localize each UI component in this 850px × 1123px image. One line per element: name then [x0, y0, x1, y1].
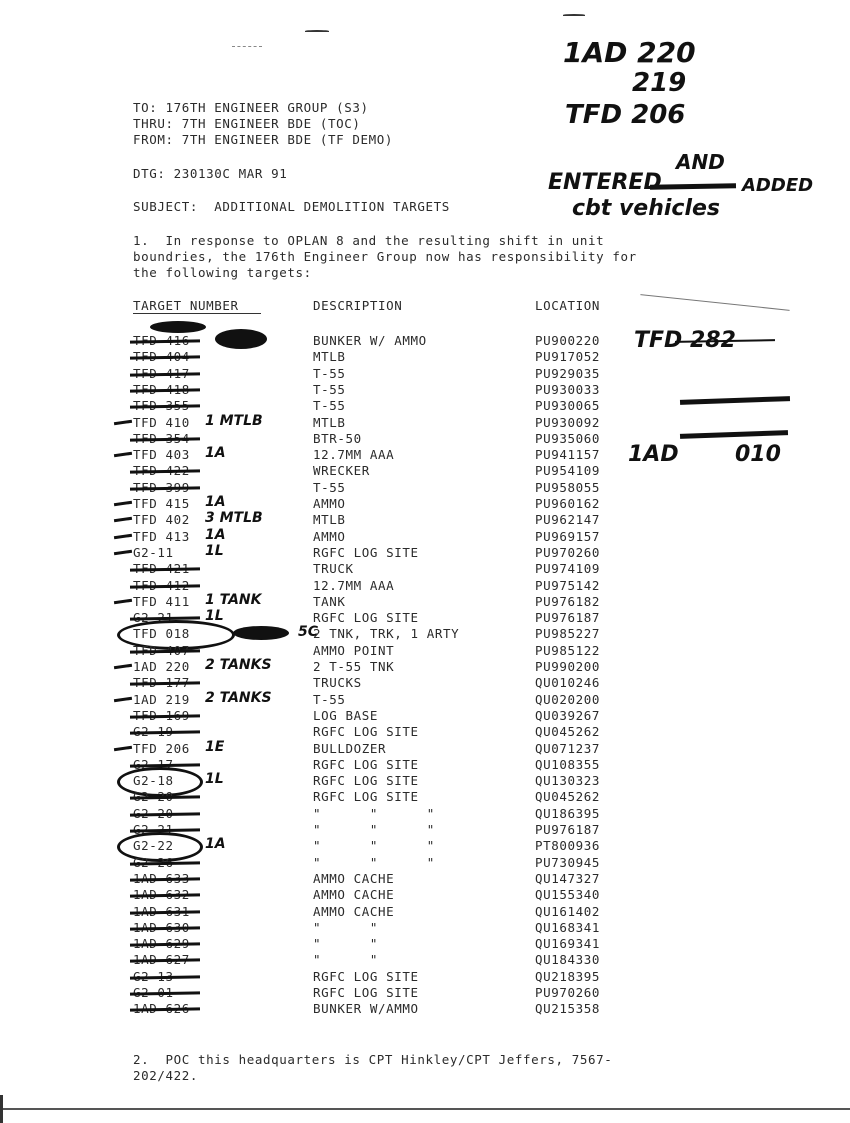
- target-location: PU970260: [535, 544, 601, 560]
- table-row: [0, 626, 850, 642]
- target-description: AMMO CACHE: [313, 903, 395, 919]
- target-number: G2-22: [133, 838, 174, 854]
- target-description: RGFC LOG SITE: [313, 985, 419, 1000]
- target-number: TFD 421: [133, 561, 190, 577]
- memo-dtg: DTG: 230130C MAR 91: [133, 166, 288, 181]
- target-description: LOG BASE: [313, 707, 379, 723]
- handwritten-right-tfd: TFD 282: [634, 328, 736, 353]
- target-description: " " ": [313, 838, 435, 854]
- target-location: PU930065: [535, 398, 601, 414]
- target-number: G2-26: [133, 854, 174, 870]
- handwritten-top-line2: 219: [632, 68, 687, 98]
- table-row: [0, 643, 850, 659]
- target-location: PU954109: [535, 463, 601, 479]
- handwritten-note: 3 MTLB: [205, 510, 263, 527]
- table-row: [0, 724, 850, 740]
- target-description: 12.7MM AAA: [313, 577, 395, 593]
- target-description: 2 TNK, TRK, 1 ARTY: [313, 626, 460, 642]
- target-description: " ": [313, 936, 379, 952]
- target-location: QU039267: [535, 707, 601, 723]
- target-description: MTLB: [313, 414, 346, 430]
- target-location: PU962147: [535, 512, 601, 528]
- target-location: QU168341: [535, 919, 601, 935]
- target-description: TRUCKS: [313, 675, 362, 691]
- page-bottom-rule: [0, 1108, 850, 1110]
- target-location: QU045262: [535, 724, 601, 740]
- target-description: MTLB: [313, 512, 346, 528]
- table-row: [0, 757, 850, 773]
- table-row: [0, 382, 850, 398]
- handwritten-note: 1E: [205, 738, 225, 755]
- target-number: TFD 418: [133, 381, 190, 397]
- target-number: G2-18: [133, 773, 174, 789]
- table-row: [0, 952, 850, 968]
- dash-mark: [114, 517, 132, 522]
- dash-mark: [114, 745, 132, 750]
- paragraph-1-line3: the following targets:: [133, 265, 312, 280]
- target-location: PU917052: [535, 349, 601, 365]
- table-header: [0, 298, 850, 314]
- table-row: [0, 610, 850, 626]
- target-number: 1AD 633: [133, 870, 190, 886]
- target-description: AMMO CACHE: [313, 870, 395, 886]
- target-description: TRUCK: [313, 561, 354, 577]
- target-description: " ": [313, 919, 379, 935]
- target-location: QU147327: [535, 870, 601, 886]
- target-location: QU218395: [535, 968, 601, 984]
- target-description: AMMO: [313, 528, 346, 544]
- target-description: RGFC LOG SITE: [313, 724, 419, 740]
- target-number: G2-11: [133, 544, 174, 560]
- target-location: QU045262: [535, 789, 601, 805]
- target-location: PU974109: [535, 561, 601, 577]
- table-row: [0, 773, 850, 789]
- table-row: [0, 806, 850, 822]
- table-row: [0, 871, 850, 887]
- handwritten-note: 1A: [205, 445, 226, 462]
- top-mark-dash: [232, 46, 262, 47]
- target-description: 2 T-55 TNK: [313, 659, 395, 674]
- handwritten-note: 1 MTLB: [205, 412, 263, 429]
- paragraph-2-line1: 2. POC this headquarters is CPT Hinkley/CPT Jeffers, 7567-: [133, 1052, 613, 1067]
- table-row: [0, 366, 850, 382]
- target-description: T-55: [313, 479, 346, 495]
- target-number: TFD 354: [133, 430, 190, 446]
- target-description: RGFC LOG SITE: [313, 968, 419, 984]
- target-number: TFD 415: [133, 496, 190, 511]
- target-location: PU976182: [535, 593, 601, 609]
- strikethrough-mark: [130, 991, 200, 995]
- table-row: [0, 969, 850, 985]
- target-location: PT800936: [535, 838, 601, 854]
- target-description: RGFC LOG SITE: [313, 756, 419, 772]
- strikethrough-mark: [130, 975, 200, 979]
- header-target-underline: [133, 313, 261, 314]
- table-row: [0, 480, 850, 496]
- top-mark-arc-2: [563, 14, 585, 16]
- target-location: QU108355: [535, 756, 601, 772]
- target-description: T-55: [313, 381, 346, 397]
- target-location: PU976187: [535, 822, 601, 837]
- table-row: [0, 447, 850, 463]
- table-row: [0, 708, 850, 724]
- target-location: PU730945: [535, 854, 601, 870]
- target-location: QU130323: [535, 773, 601, 789]
- paragraph-1-line2: boundries, the 176th Engineer Group now has responsibility for: [133, 249, 637, 264]
- handwritten-entered: ENTERED: [548, 170, 662, 195]
- target-number: 1AD 626: [133, 1001, 190, 1017]
- target-location: PU970260: [535, 985, 601, 1000]
- target-description: T-55: [313, 365, 346, 381]
- handwritten-note: 1A: [205, 494, 226, 510]
- target-number: TFD 412: [133, 577, 190, 593]
- table-row: [0, 822, 850, 838]
- dash-mark: [114, 419, 132, 424]
- handwritten-top-line3: TFD 206: [565, 100, 686, 130]
- target-number: G2-17: [133, 756, 174, 772]
- memo-subject: SUBJECT: ADDITIONAL DEMOLITION TARGETS: [133, 199, 450, 214]
- handwritten-top-line1: 1AD 220: [563, 36, 696, 69]
- header-target-number: TARGET NUMBER: [133, 298, 239, 313]
- target-location: QU020200: [535, 691, 601, 707]
- target-description: " " ": [313, 805, 435, 821]
- target-number: 1AD 632: [133, 887, 190, 903]
- ink-blot: [233, 626, 289, 640]
- strikethrough-mark: [130, 584, 200, 588]
- target-number: 1AD 627: [133, 952, 190, 968]
- paragraph-2-line2: 202/422.: [133, 1068, 199, 1083]
- target-description: T-55: [313, 691, 346, 707]
- target-number: TFD 411: [133, 593, 190, 609]
- target-location: QU186395: [535, 805, 601, 821]
- target-number: 1AD 631: [133, 903, 190, 919]
- target-number: TFD 422: [133, 463, 190, 479]
- handwritten-note: 2 TANKS: [205, 689, 272, 706]
- table-row: [0, 512, 850, 528]
- target-number: TFD 407: [133, 642, 190, 658]
- target-number: TFD 417: [133, 365, 190, 381]
- target-description: AMMO POINT: [313, 642, 395, 658]
- handwritten-note: 1L: [205, 771, 224, 788]
- target-number: TFD 169: [133, 707, 190, 723]
- target-number: 1AD 630: [133, 919, 190, 935]
- table-row: [0, 675, 850, 691]
- target-description: AMMO CACHE: [313, 887, 395, 903]
- target-number: TFD 177: [133, 675, 190, 691]
- table-row: [0, 904, 850, 920]
- dash-mark: [114, 664, 132, 669]
- handwritten-scratch: [650, 183, 736, 190]
- target-number: TFD 355: [133, 398, 190, 414]
- target-location: QU010246: [535, 675, 601, 691]
- target-description: " " ": [313, 854, 435, 870]
- target-location: QU184330: [535, 952, 601, 968]
- table-row: [0, 738, 850, 757]
- target-location: QU155340: [535, 887, 601, 903]
- target-number: TFD 404: [133, 349, 190, 365]
- target-location: PU975142: [535, 577, 601, 593]
- handwritten-added: ADDED: [742, 175, 814, 196]
- header-location: LOCATION: [535, 298, 601, 313]
- table-row: [0, 496, 850, 512]
- strikethrough-mark: [130, 372, 200, 376]
- target-location: PU900220: [535, 333, 601, 348]
- table-row: [0, 659, 850, 675]
- target-location: PU930092: [535, 414, 601, 430]
- target-location: PU929035: [535, 365, 601, 381]
- table-row: [0, 936, 850, 952]
- table-row: [0, 591, 850, 610]
- target-number: 1AD 629: [133, 936, 190, 952]
- target-description: BUNKER W/AMMO: [313, 1001, 419, 1017]
- target-number: G2-21: [133, 822, 174, 837]
- target-description: BUNKER W/ AMMO: [313, 333, 427, 348]
- target-location: QU215358: [535, 1001, 601, 1017]
- dash-mark: [114, 452, 132, 457]
- strikethrough-mark: [130, 910, 200, 914]
- target-number: TFD 403: [133, 447, 190, 463]
- table-row: [0, 689, 850, 708]
- ink-blot: [215, 329, 267, 349]
- target-description: " ": [313, 952, 379, 968]
- handwritten-note: 5C: [298, 624, 319, 641]
- target-description: AMMO: [313, 496, 346, 511]
- target-location: PU969157: [535, 528, 601, 544]
- target-description: RGFC LOG SITE: [313, 610, 419, 626]
- ink-blot: [150, 321, 206, 333]
- handwritten-note: 1A: [205, 526, 226, 543]
- dash-mark: [114, 501, 132, 506]
- table-row: [0, 526, 850, 545]
- target-location: PU976187: [535, 610, 601, 626]
- target-number: G2-01: [133, 985, 174, 1000]
- target-location: PU990200: [535, 659, 601, 674]
- table-row: [0, 838, 850, 854]
- strikethrough-mark: [130, 812, 200, 816]
- target-number: TFD 416: [133, 333, 190, 348]
- handwritten-note: 1L: [205, 608, 224, 625]
- header-description: DESCRIPTION: [313, 298, 403, 313]
- target-description: MTLB: [313, 349, 346, 365]
- target-number: TFD 410: [133, 414, 190, 430]
- table-row: [0, 561, 850, 577]
- handwritten-note: 1A: [205, 836, 226, 853]
- handwritten-note: 1L: [205, 542, 224, 559]
- target-location: PU935060: [535, 430, 601, 446]
- target-description: TANK: [313, 593, 346, 609]
- handwritten-right-010: 010: [735, 442, 781, 467]
- target-number: TFD 413: [133, 528, 190, 544]
- memo-to: TO: 176TH ENGINEER GROUP (S3): [133, 100, 369, 115]
- target-description: BULLDOZER: [313, 740, 387, 756]
- handwritten-note: 1 TANK: [205, 591, 262, 608]
- table-row: [0, 855, 850, 871]
- memo-from: FROM: 7TH ENGINEER BDE (TF DEMO): [133, 132, 394, 147]
- target-description: 12.7MM AAA: [313, 447, 395, 463]
- table-row: [0, 542, 850, 561]
- target-description: RGFC LOG SITE: [313, 773, 419, 789]
- page-left-rule: [0, 1095, 3, 1123]
- target-description: BTR-50: [313, 430, 362, 446]
- target-number: TFD 206: [133, 740, 190, 756]
- table-row: [0, 985, 850, 1001]
- target-number: G2-20: [133, 805, 174, 821]
- target-number: TFD 399: [133, 479, 190, 495]
- target-number: 1AD 220: [133, 659, 190, 674]
- handwritten-and: AND: [676, 150, 725, 174]
- top-mark-arc: [305, 30, 329, 32]
- target-description: " " ": [313, 822, 435, 837]
- strikethrough-mark: [130, 861, 200, 865]
- target-number: G2-19: [133, 724, 174, 740]
- target-location: PU941157: [535, 447, 601, 463]
- target-number: G2-20: [133, 789, 174, 805]
- table-row: [0, 412, 850, 431]
- target-number: G2-13: [133, 968, 174, 984]
- target-description: WRECKER: [313, 463, 370, 479]
- table-row: [0, 1001, 850, 1017]
- target-number: TFD 018: [133, 626, 190, 642]
- target-location: PU985227: [535, 626, 601, 642]
- target-location: PU960162: [535, 496, 601, 511]
- dash-mark: [114, 696, 132, 701]
- dash-mark: [114, 550, 132, 555]
- target-description: RGFC LOG SITE: [313, 789, 419, 805]
- target-location: QU169341: [535, 936, 601, 952]
- handwritten-cbt-vehicles: cbt vehicles: [572, 196, 721, 221]
- table-row: [0, 789, 850, 805]
- target-location: PU930033: [535, 381, 601, 397]
- table-row: [0, 920, 850, 936]
- target-location: QU071237: [535, 740, 601, 756]
- dash-mark: [114, 533, 132, 538]
- target-number: G2-21: [133, 610, 174, 626]
- target-location: PU958055: [535, 479, 601, 495]
- table-row: [0, 463, 850, 479]
- target-description: T-55: [313, 398, 346, 414]
- table-row: [0, 578, 850, 594]
- table-row: [0, 887, 850, 903]
- target-number: TFD 402: [133, 512, 190, 528]
- memo-thru: THRU: 7TH ENGINEER BDE (TOC): [133, 116, 361, 131]
- dash-mark: [114, 599, 132, 604]
- paragraph-1-line1: 1. In response to OPLAN 8 and the resulting shift in unit: [133, 233, 605, 248]
- target-description: RGFC LOG SITE: [313, 544, 419, 560]
- target-number: 1AD 219: [133, 691, 190, 707]
- handwritten-note: 2 TANKS: [205, 657, 272, 673]
- target-location: QU161402: [535, 903, 601, 919]
- target-location: PU985122: [535, 642, 601, 658]
- handwritten-right-1ad: 1AD: [628, 442, 679, 467]
